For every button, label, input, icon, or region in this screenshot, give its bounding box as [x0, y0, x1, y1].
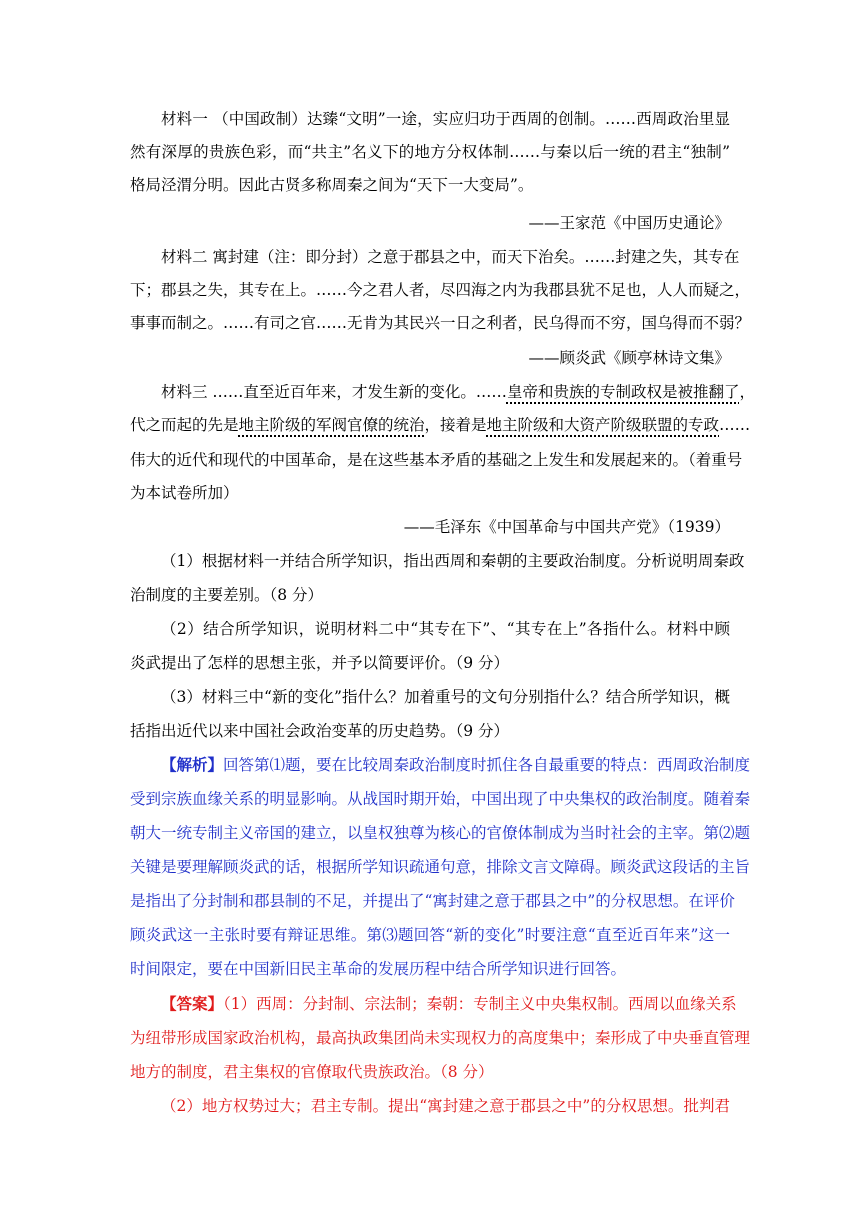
question-2: 炎武提出了怎样的思想主张，并予以简要评价。（9 分） — [130, 654, 510, 672]
analysis-line — [161, 754, 751, 776]
material3-line: 为本试卷所加） — [130, 484, 239, 502]
answer-line: 地方的制度，君主集权的官僚取代贵族政治。（8 分） — [130, 1063, 494, 1081]
question-2: （2）结合所学知识，说明材料二中“其专在下”、“其专在上”各指什么。材料中顾 — [161, 620, 730, 638]
material1-source: ——王家范《中国历史通论》 — [528, 214, 730, 232]
material2-line: 材料二 寓封建（注：即分封）之意于郡县之中，而天下治矣。……封建之失，其专在 — [161, 248, 740, 266]
question-3: 括指出近代以来中国社会政治变革的历史趋势。（9 分） — [130, 722, 510, 740]
analysis-line: 关键是要理解顾炎武的话，根据所学知识疏通句意，排除文言文障碍。顾炎武这段话的主旨 — [130, 858, 751, 876]
answer-line: （2）地方权势过大；君主专制。提出“寓封建之意于郡县之中”的分权思想。批判君 — [161, 1097, 730, 1115]
emphasized-text: 地主阶级和大资产阶级联盟的专政 — [486, 416, 720, 434]
analysis-label: 【解析】 — [161, 755, 224, 774]
question-3: （3）材料三中“新的变化”指什么？加着重号的文句分别指什么？结合所学知识，概 — [161, 688, 730, 706]
analysis-line: 是指出了分封制和郡县制的不足，并提出了“寓封建之意于郡县之中”的分权思想。在评价 — [130, 892, 735, 910]
material3-text: ， — [739, 383, 755, 401]
material2-source: ——顾炎武《顾亭林诗文集》 — [528, 349, 730, 367]
answer-label: 【答案】 — [161, 994, 224, 1013]
material3-text: 代之而起的先是 — [130, 416, 239, 434]
answer-line: 为纽带形成国家政治机构，最高执政集团尚未实现权力的高度集中；秦形成了中央垂直管理 — [130, 1029, 751, 1047]
analysis-text: 回答第⑴题，要在比较周秦政治制度时抓住各自最重要的特点：西周政治制度 — [223, 756, 751, 774]
material3-line — [161, 381, 755, 403]
analysis-line: 朝大一统专制主义帝国的建立，以皇权独尊为核心的官僚体制成为当时社会的主宰。第⑵题 — [130, 824, 751, 842]
emphasized-text: 皇帝和贵族的专制政权是被推翻了 — [506, 383, 740, 401]
material3-source: ——毛泽东《中国革命与中国共产党》（1939） — [403, 518, 730, 536]
material3-line — [130, 414, 751, 436]
emphasized-text: 地主阶级的军阀官僚的统治 — [238, 416, 425, 434]
question-1: （1）根据材料一并结合所学知识，指出西周和秦朝的主要政治制度。分析说明周秦政 — [161, 552, 745, 570]
material1-line: 材料一 （中国政制）达臻“文明”一途，实应归功于西周的创制。……西周政治里显 — [161, 110, 730, 128]
analysis-line: 受到宗族血缘关系的明显影响。从战国时期开始，中国出现了中央集权的政治制度。随着秦 — [130, 790, 751, 808]
question-1: 治制度的主要差别。（8 分） — [130, 586, 324, 604]
material1-line: 然有深厚的贵族色彩，而“共主”名义下的地方分权体制……与秦以后一统的君主“独制” — [130, 143, 730, 161]
material2-line: 事事而制之。……有司之官……无肯为其民兴一日之利者，民乌得而不穷，国乌得而不弱？ — [130, 314, 751, 332]
material3-text: 材料三 ……直至近百年来，才发生新的变化。…… — [161, 383, 507, 401]
material2-line: 下；郡县之失，其专在上。……今之君人者，尽四海之内为我郡县犹不足也，人人而疑之， — [130, 281, 751, 299]
answer-line — [161, 993, 737, 1015]
material3-line: 伟大的近代和现代的中国革命，是在这些基本矛盾的基础之上发生和发展起来的。（着重号 — [130, 451, 743, 469]
material1-line: 格局泾渭分明。因此古贤多称周秦之间为“天下一大变局”。 — [130, 176, 534, 194]
answer-text: （1）西周：分封制、宗法制；秦朝：专制主义中央集权制。西周以血缘关系 — [223, 995, 737, 1013]
material3-text: …… — [719, 416, 751, 434]
analysis-line: 顾炎武这一主张时要有辩证思维。第⑶题回答“新的变化”时要注意“直至近百年来”这一 — [130, 926, 730, 944]
material3-text: ，接着是 — [424, 416, 487, 434]
analysis-line: 时间限定，要在中国新旧民主革命的发展历程中结合所学知识进行回答。 — [130, 960, 627, 978]
